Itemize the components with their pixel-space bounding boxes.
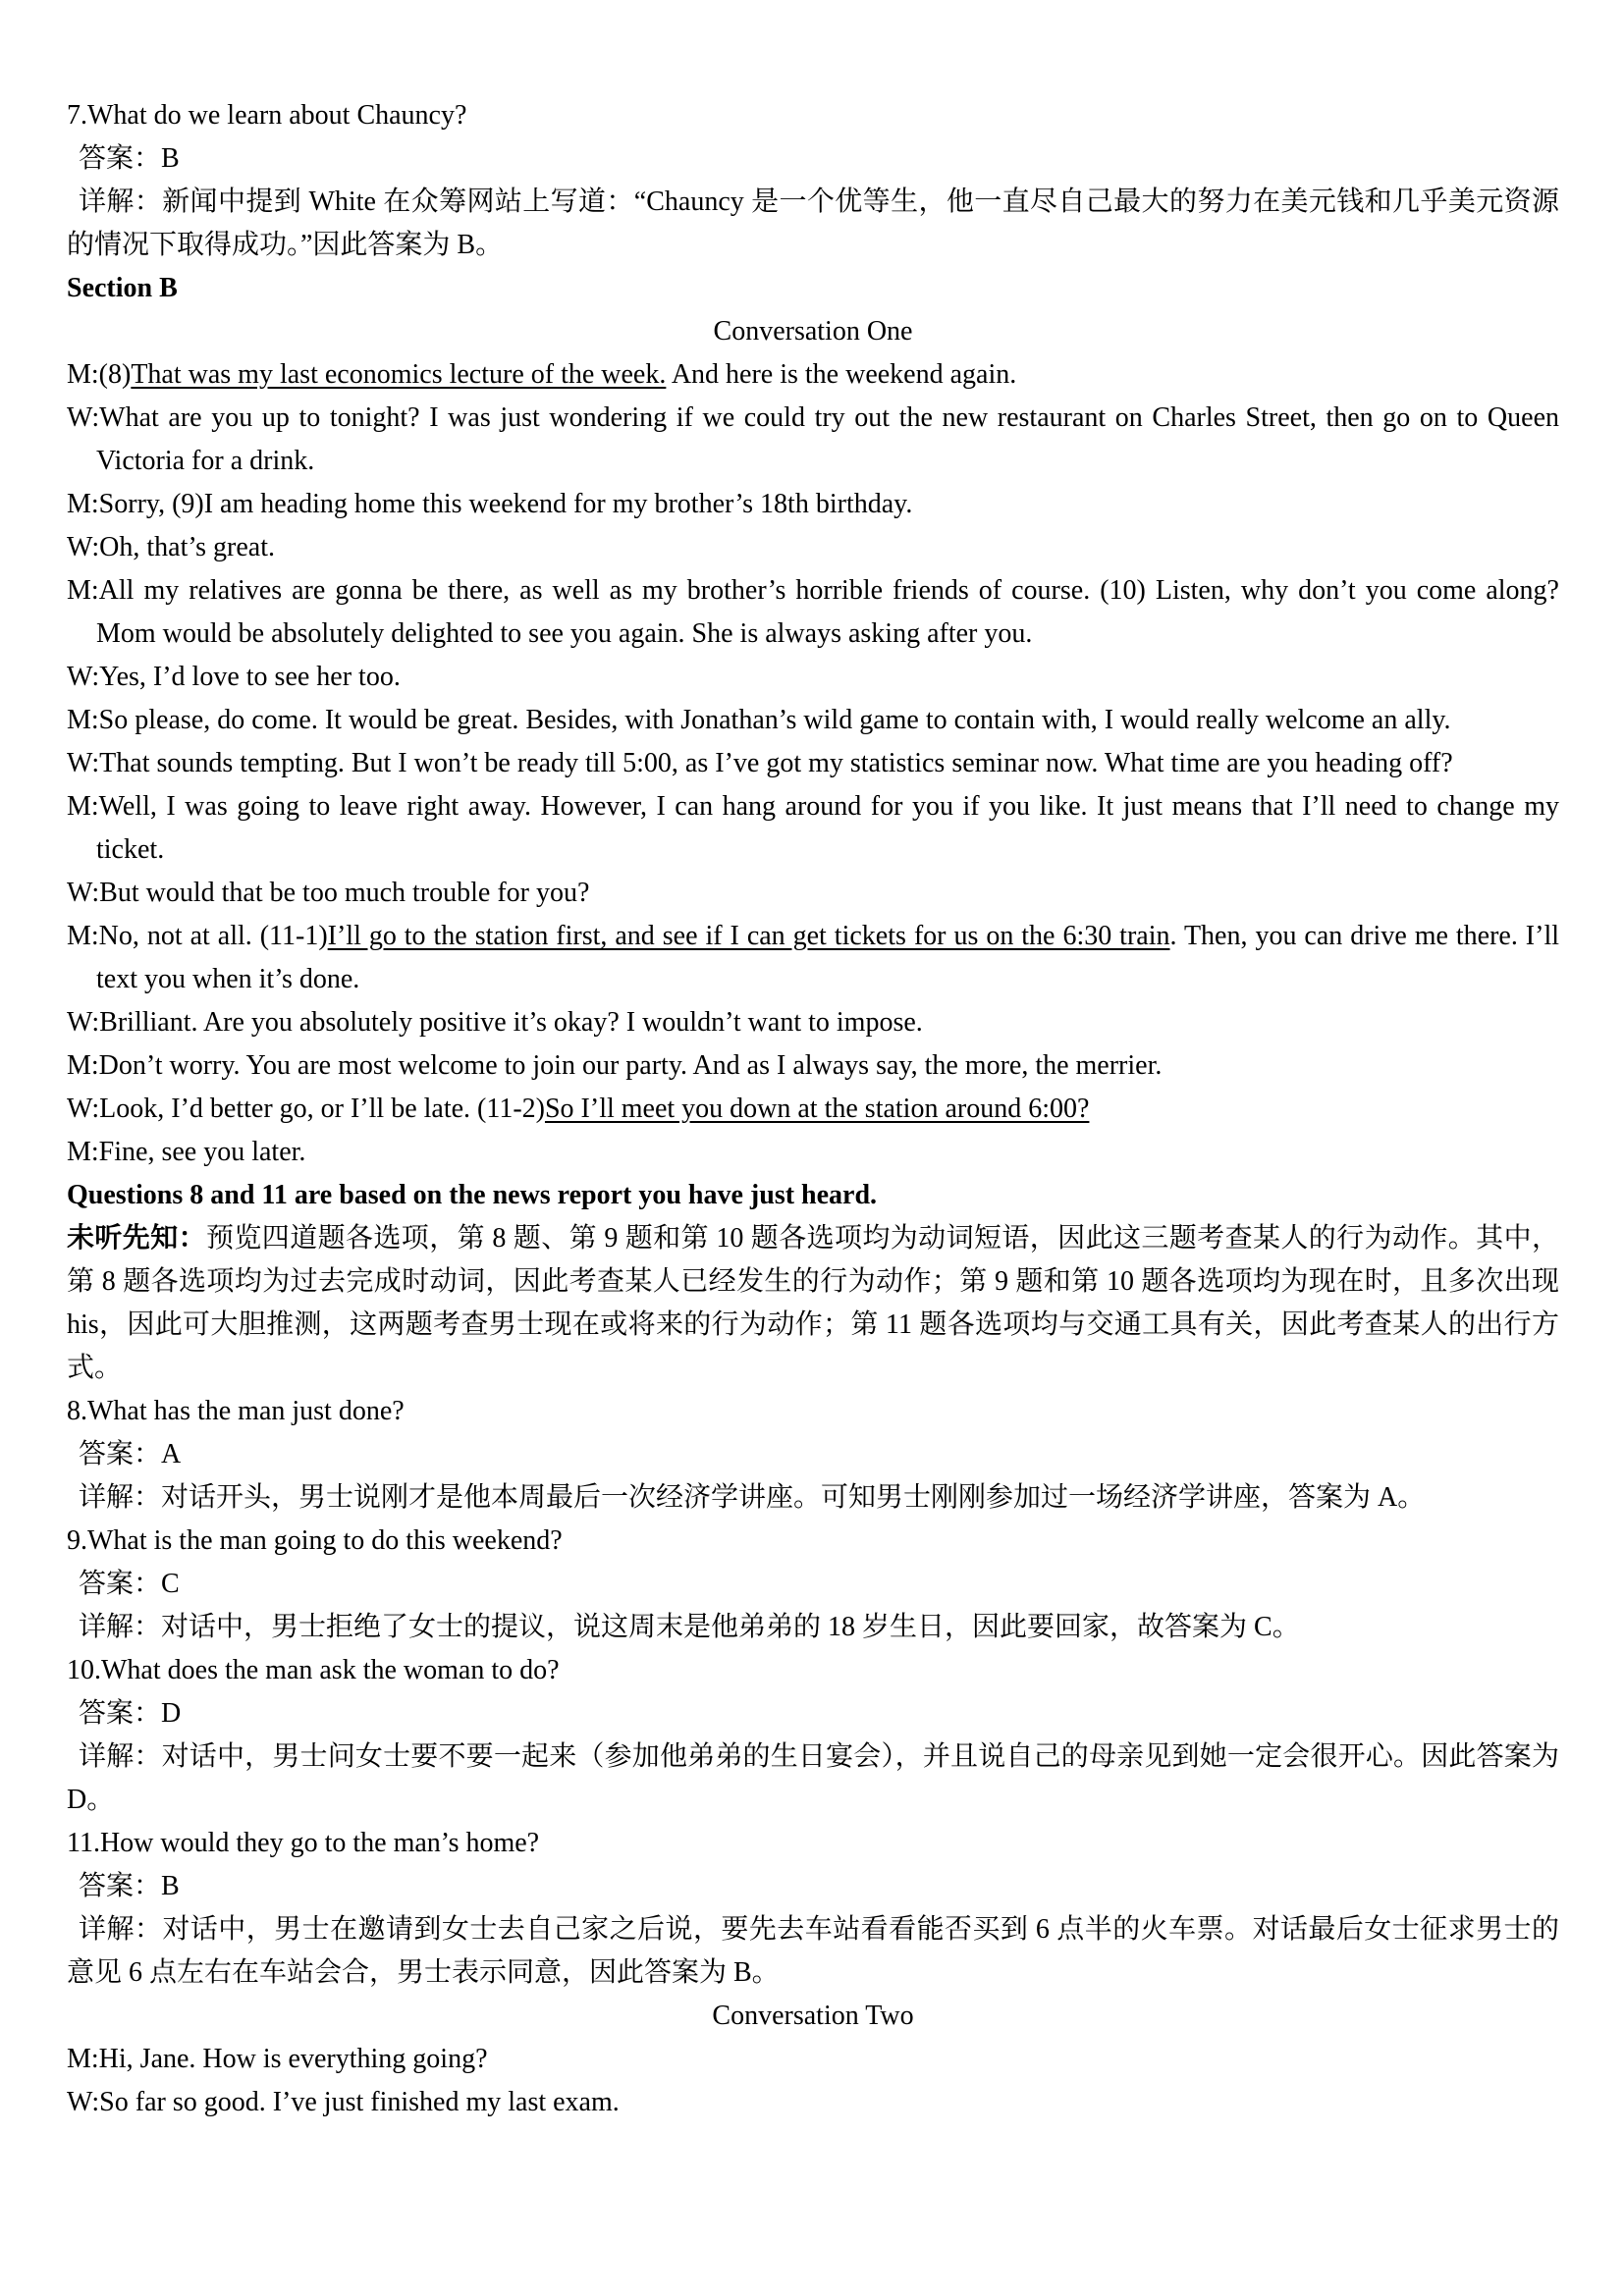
explanation-7 [67,181,1559,267]
answer-line-10 [67,1692,1559,1735]
speaker-text: . Then, you can drive me there. I’ll text you when it’s done. [96,921,1560,994]
speaker-text: W:Oh, that’s great. [67,532,276,562]
dialog-turn [67,483,1559,526]
answer-line-8 [67,1433,1559,1476]
preview-text: 预览四道题各选项，第 8 题、第 9 题和第 10 题各选项均为动词短语，因此这三题考查某人的行为动作。其中，第 8 题各选项均为过去完成时动词，因此考查某人已经发生的行为动作；第 9 题和第 10 题各选项均为现在时，且多次出现 his，因此可大胆推测，这两题考查男士现在或将来的行为动作；第 11 题各选项均与交通工具有关，因此考查某人的出行方式。 [67,1223,1559,1383]
explanation-text: 对话中，男士问女士要不要一起来（参加他弟弟的生日宴会），并且说自己的母亲见到她一定会很开心。因此答案为 D。 [67,1741,1559,1815]
dialog-turn [67,699,1559,742]
dialog-turn [67,397,1559,483]
speaker-text: W:Yes, I’d love to see her too. [67,662,401,692]
question-7: 7.What do we learn about Chauncy? [67,100,467,131]
dialog-turn [67,1001,1559,1044]
conversation-two-title: Conversation Two [712,2001,914,2031]
explanation-text: 对话开头，男士说刚才是他本周最后一次经济学讲座。可知男士刚刚参加过一场经济学讲座，答案为 A。 [161,1482,1426,1513]
answer-label: 答案： [79,143,162,174]
question-11: 11.How would they go to the man’s home? [67,1828,540,1858]
answer-line-9 [67,1563,1559,1606]
speaker-text: M:Sorry, (9)I am heading home this weekend for my brother’s 18th birthday. [67,489,913,519]
speaker-text: M:No, not at all. (11-1) [67,921,328,951]
speaker-text: M:Don’t worry. You are most welcome to join our party. And as I always say, the more, the merrier. [67,1050,1163,1081]
explain-label: 详解： [79,1482,162,1513]
speaker-text: M:So please, do come. It would be great. Besides, with Jonathan’s wild game to contain with, I would really welcome an ally. [67,705,1451,735]
dialog-turn [67,785,1559,872]
answer-line-11 [67,1865,1559,1908]
answer-label: 答案： [79,1569,162,1599]
speaker-text: M:Fine, see you later. [67,1137,306,1167]
conversation-one-title: Conversation One [713,316,913,347]
dialog-turn [67,2038,1559,2081]
explain-label: 详解： [79,1612,162,1642]
speaker-text: And here is the weekend again. [666,359,1017,390]
answer-value: A [161,1439,182,1469]
speaker-text: W:That sounds tempting. But I won’t be ready till 5:00, as I’ve got my statistics seminar now. What time are you heading off? [67,748,1453,778]
section-b-heading: Section B [67,273,178,303]
answer-value: D [161,1698,182,1729]
dialog-turn [67,1044,1559,1088]
explanation-9 [67,1606,1559,1649]
dialog-turn [67,526,1559,569]
answer-line-7 [67,137,1559,181]
speaker-text: W:Look, I’d better go, or I’ll be late. (11-2) [67,1094,545,1124]
speaker-text: M:(8) [67,359,132,390]
dialog-turn [67,872,1559,915]
dialog-turn [67,656,1559,699]
explanation-text: 对话中，男士在邀请到女士去自己家之后说，要先去车站看看能否买到 6 点半的火车票。对话最后女士征求男士的意见 6 点左右在车站会合，男士表示同意，因此答案为 B。 [67,1914,1559,1988]
dialog-turn [67,915,1559,1001]
question-9: 9.What is the man going to do this weekend? [67,1525,563,1556]
answer-label: 答案： [79,1439,162,1469]
question-8: 8.What has the man just done? [67,1396,405,1426]
explain-label: 详解： [79,187,163,217]
speaker-text: M:All my relatives are gonna be there, as well as my brother’s horrible friends of course. (10) Listen, why don’t you come along? Mom would be absolutely delighted to see you again. She is always asking after you. [67,575,1559,649]
dialog-turn [67,1131,1559,1174]
answer-value: C [161,1569,180,1599]
answer-label: 答案： [79,1698,162,1729]
answer-value: B [161,1871,180,1901]
speaker-text: W:Brilliant. Are you absolutely positive it’s okay? I wouldn’t want to impose. [67,1007,923,1038]
underlined-key-sentence: I’ll go to the station first, and see if I can get tickets for us on the 6:30 train [327,921,1170,951]
dialog-turn [67,2081,1559,2124]
dialog-turn [67,353,1559,397]
dialog-turn [67,742,1559,785]
explanation-text: 对话中，男士拒绝了女士的提议，说这周末是他弟弟的 18 岁生日，因此要回家，故答案为 C。 [161,1612,1300,1642]
underlined-key-sentence: That was my last economics lecture of the week. [131,359,667,390]
explanation-11 [67,1908,1559,1995]
underlined-key-sentence: So I’ll meet you down at the station around 6:00? [544,1094,1090,1124]
speaker-text: M:Well, I was going to leave right away. However, I can hang around for you if you like. It just means that I’ll need to change my ticket. [67,791,1559,865]
explanation-10 [67,1735,1559,1822]
speaker-text: M:Hi, Jane. How is everything going? [67,2044,488,2074]
explain-label: 详解： [79,1914,163,1945]
answer-label: 答案： [79,1871,162,1901]
preview-paragraph [67,1217,1559,1390]
explanation-8 [67,1476,1559,1520]
dialog-turn [67,569,1559,656]
question-10: 10.What does the man ask the woman to do? [67,1655,560,1685]
speaker-text: W:So far so good. I’ve just finished my last exam. [67,2087,620,2117]
questions-note: Questions 8 and 11 are based on the news report you have just heard. [67,1180,878,1210]
speaker-text: W:But would that be too much trouble for you? [67,878,590,908]
speaker-text: W:What are you up to tonight? I was just wondering if we could try out the new restaurant on Charles Street, then go on to Queen Victoria for a drink. [67,402,1559,476]
answer-value: B [161,143,180,174]
dialog-turn [67,1088,1559,1131]
explain-label: 详解： [79,1741,162,1772]
preview-label: 未听先知： [67,1223,206,1254]
explanation-text: 新闻中提到 White 在众筹网站上写道：“Chauncy 是一个优等生，他一直尽自己最大的努力在美元钱和几乎美元资源的情况下取得成功。”因此答案为 B。 [67,187,1559,260]
